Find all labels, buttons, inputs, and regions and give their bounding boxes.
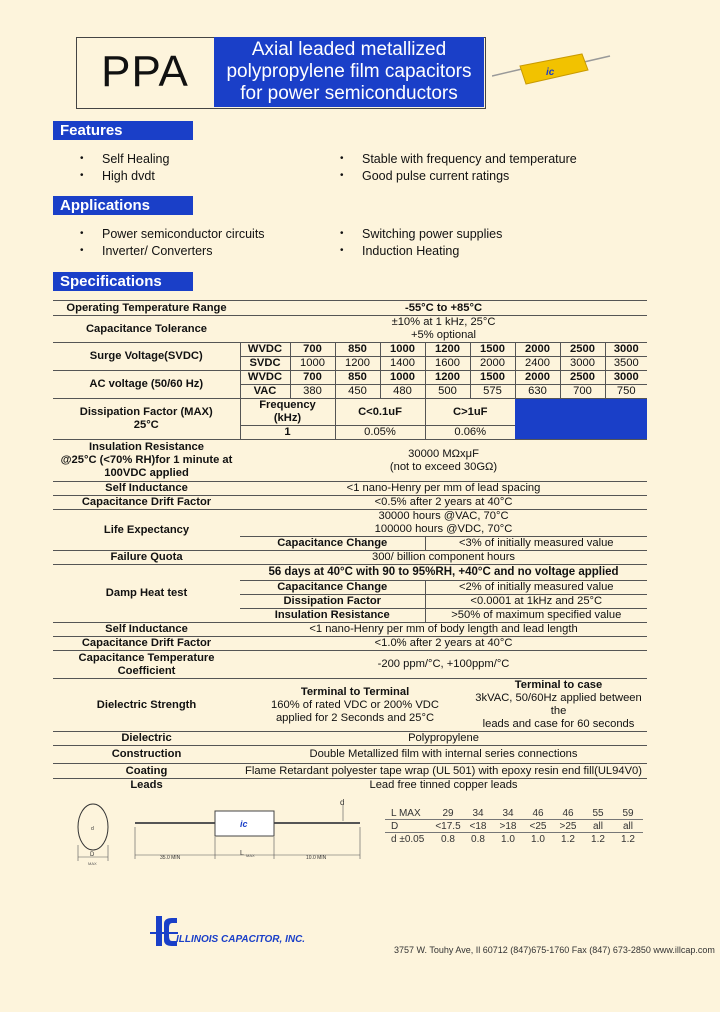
surge-svdc-head: SVDC xyxy=(240,357,290,371)
table-cell: 630 xyxy=(515,385,560,399)
features-heading: Features xyxy=(53,121,193,140)
table-cell: >25 xyxy=(553,820,583,833)
title-line-1: Axial leaded metallized xyxy=(251,39,447,60)
table-row xyxy=(53,301,647,316)
damp-r1-label: Capacitance Change xyxy=(240,581,425,595)
table-cell: 3500 xyxy=(605,357,647,371)
table-cell: 750 xyxy=(605,385,647,399)
list-item: • Induction Heating xyxy=(338,243,502,260)
capacitor-photo-icon xyxy=(492,52,612,92)
table-cell: 700 xyxy=(290,371,335,385)
table-cell: <25 xyxy=(523,820,553,833)
damp-r3-label: Insulation Resistance xyxy=(240,609,425,623)
table-row xyxy=(53,764,647,779)
table-cell: 1.2 xyxy=(553,833,583,846)
dim-row-head: L MAX xyxy=(391,807,421,819)
title-line-2: polypropylene film capacitors xyxy=(226,61,472,82)
list-item: • Self Healing xyxy=(78,151,169,168)
table-row xyxy=(53,623,647,637)
table-cell: all xyxy=(583,820,613,833)
table-row xyxy=(385,807,643,820)
insulation-value-1: 30000 MΩxμF xyxy=(408,447,479,460)
dielectric-value: Polypropylene xyxy=(240,732,647,746)
table-cell: 1200 xyxy=(425,371,470,385)
list-item: • Power semiconductor circuits xyxy=(78,226,265,243)
table-cell: 1.0 xyxy=(523,833,553,846)
specifications-heading: Specifications xyxy=(53,272,193,291)
company-address: 3757 W. Touhy Ave, Il 60712 (847)675-1760 Fax (847) 673-2850 www.illcap.com xyxy=(394,945,715,955)
lead-left-length: 35.0 MIN xyxy=(160,855,181,861)
cap-tol-value-2: +5% optional xyxy=(411,329,477,341)
ac-vac-head: VAC xyxy=(240,385,290,399)
drift-2-label: Capacitance Drift Factor xyxy=(53,637,240,651)
table-cell: <18 xyxy=(463,820,493,833)
self-inductance-2-label: Self Inductance xyxy=(53,623,240,637)
df-frequency-head xyxy=(240,399,335,426)
table-cell: 46 xyxy=(562,807,574,819)
table-cell: 2000 xyxy=(515,371,560,385)
surge-label: Surge Voltage(SVDC) xyxy=(53,343,240,371)
ac-wvdc-head: WVDC xyxy=(240,371,290,385)
table-row xyxy=(53,343,647,357)
table-cell: 46 xyxy=(532,807,544,819)
op-temp-label: Operating Temperature Range xyxy=(53,301,240,316)
dim-D-label: D xyxy=(90,852,95,858)
table-cell: 59 xyxy=(622,807,634,819)
list-item: • Stable with frequency and temperature xyxy=(338,151,577,168)
table-cell: 1000 xyxy=(290,357,335,371)
applications-heading: Applications xyxy=(53,196,193,215)
table-cell: 2500 xyxy=(560,371,605,385)
product-code: PPA xyxy=(101,47,189,96)
cap-tol-value-1: ±10% at 1 kHz, 25°C xyxy=(240,316,647,330)
body-length-sub: MAX xyxy=(246,853,255,858)
damp-heat-label: Damp Heat test xyxy=(53,565,240,623)
table-cell: 1200 xyxy=(425,343,470,357)
table-row xyxy=(53,316,647,330)
self-inductance-label: Self Inductance xyxy=(53,482,240,496)
df-frequency-head-1: Frequency xyxy=(259,399,316,411)
op-temp-value: -55°C to +85°C xyxy=(240,301,647,316)
table-row xyxy=(53,399,647,426)
table-cell: 575 xyxy=(470,385,515,399)
table-cell: 1000 xyxy=(380,371,425,385)
table-cell: 1.2 xyxy=(613,833,643,846)
table-cell: 480 xyxy=(380,385,425,399)
dimension-drawing xyxy=(60,795,380,875)
life-value-2: 100000 hours @VDC, 70°C xyxy=(374,523,513,535)
damp-r2-label: Dissipation Factor xyxy=(240,595,425,609)
tc-head: Terminal to case xyxy=(514,679,603,691)
table-cell: 1600 xyxy=(425,357,470,371)
table-row xyxy=(385,833,643,846)
terminal-to-terminal xyxy=(240,679,470,732)
df-blank-blue-block xyxy=(515,399,647,440)
life-cap-change-label: Capacitance Change xyxy=(240,537,425,551)
dim-D-sub: MAX xyxy=(88,861,97,866)
tc-line-2: leads and case for 60 seconds xyxy=(482,718,635,730)
self-inductance-value: <1 nano-Henry per mm of lead spacing xyxy=(240,482,647,496)
table-row xyxy=(385,820,643,833)
title-line-3: for power semiconductors xyxy=(240,83,458,104)
table-cell: 3000 xyxy=(605,371,647,385)
df-c1-head: C<0.1uF xyxy=(335,399,425,426)
table-cell: 0.8 xyxy=(433,833,463,846)
tt-line-2: applied for 2 Seconds and 25°C xyxy=(275,711,435,724)
table-cell: 700 xyxy=(290,343,335,357)
table-row xyxy=(53,510,647,524)
table-cell: 700 xyxy=(560,385,605,399)
tt-head: Terminal to Terminal xyxy=(300,685,410,698)
terminal-to-case xyxy=(470,679,647,732)
insulation-label-3: 100VDC applied xyxy=(104,467,189,479)
table-cell: 0.8 xyxy=(463,833,493,846)
df-label xyxy=(53,399,240,440)
cap-tol-label: Capacitance Tolerance xyxy=(53,316,240,343)
capacitor-logo-text: ic xyxy=(546,67,555,78)
construction-value: Double Metallized film with internal series connections xyxy=(240,746,647,764)
tc-line-1: 3kVAC, 50/60Hz applied between the xyxy=(475,692,642,717)
df-frequency-value: 1 xyxy=(240,426,335,440)
drift-2-value: <1.0% after 2 years at 40°C xyxy=(240,637,647,651)
list-item: • High dvdt xyxy=(78,168,169,185)
table-row xyxy=(53,651,647,679)
damp-r1-value: <2% of initially measured value xyxy=(425,581,647,595)
list-item: • Switching power supplies xyxy=(338,226,502,243)
tempco-label xyxy=(53,651,240,679)
lead-d-label: d xyxy=(340,798,345,807)
table-cell: 2000 xyxy=(515,343,560,357)
drift-value: <0.5% after 2 years at 40°C xyxy=(240,496,647,510)
table-cell: 34 xyxy=(472,807,484,819)
table-cell: 1.2 xyxy=(583,833,613,846)
tempco-label-1: Capacitance Temperature xyxy=(78,651,215,664)
df-label-line-2: 25°C xyxy=(133,419,159,431)
dielectric-label: Dielectric xyxy=(53,732,240,746)
table-row xyxy=(53,482,647,496)
table-row xyxy=(53,565,647,581)
table-cell: all xyxy=(613,820,643,833)
table-row xyxy=(53,746,647,764)
surge-wvdc-head: WVDC xyxy=(240,343,290,357)
table-cell: <17.5 xyxy=(433,820,463,833)
table-cell: >18 xyxy=(493,820,523,833)
table-row xyxy=(53,732,647,746)
applications-left-list xyxy=(78,226,265,259)
lead-right-length: 10.0 MIN xyxy=(306,855,327,861)
dimension-table xyxy=(385,807,643,845)
table-cell: 2500 xyxy=(560,343,605,357)
df-frequency-head-2: (kHz) xyxy=(273,412,302,424)
body-logo: ic xyxy=(240,819,248,829)
life-value-1: 30000 hours @VAC, 70°C xyxy=(240,510,647,524)
dim-row-head: d ±0.05 xyxy=(385,833,433,846)
table-cell: 2400 xyxy=(515,357,560,371)
insulation-value-2: (not to exceed 30GΩ) xyxy=(389,460,498,473)
table-cell: 29 xyxy=(442,807,454,819)
table-row xyxy=(53,551,647,565)
leads-value: Lead free tinned copper leads xyxy=(240,779,647,793)
life-cap-change-value: <3% of initially measured value xyxy=(425,537,647,551)
tempco-label-2: Coefficient xyxy=(117,664,176,677)
table-cell: 450 xyxy=(335,385,380,399)
table-cell: 3000 xyxy=(560,357,605,371)
table-cell: 1400 xyxy=(380,357,425,371)
list-item: • Good pulse current ratings xyxy=(338,168,577,185)
failure-quota-label: Failure Quota xyxy=(53,551,240,565)
failure-quota-value: 300/ billion component hours xyxy=(240,551,647,565)
table-cell: 850 xyxy=(335,371,380,385)
end-view-d-label: d xyxy=(91,826,94,832)
table-cell: 34 xyxy=(502,807,514,819)
tt-line-1: 160% of rated VDC or 200% VDC xyxy=(271,698,439,711)
table-cell: 500 xyxy=(425,385,470,399)
df-c2-value: 0.06% xyxy=(425,426,515,440)
table-row xyxy=(53,679,647,732)
insulation-label xyxy=(53,440,240,482)
company-name: ILLINOIS CAPACITOR, INC. xyxy=(176,934,306,945)
list-item: • Inverter/ Converters xyxy=(78,243,265,260)
damp-r2-value: <0.0001 at 1kHz and 25°C xyxy=(425,595,647,609)
life-label: Life Expectancy xyxy=(53,510,240,551)
self-inductance-2-value: <1 nano-Henry per mm of body length and lead length xyxy=(240,623,647,637)
table-row xyxy=(53,496,647,510)
tempco-value: -200 ppm/°C, +100ppm/°C xyxy=(240,651,647,679)
table-cell: 3000 xyxy=(605,343,647,357)
table-cell: 380 xyxy=(290,385,335,399)
table-row xyxy=(53,371,647,385)
features-left-list xyxy=(78,151,169,184)
table-cell: 1000 xyxy=(380,343,425,357)
damp-r3-value: >50% of maximum specified value xyxy=(425,609,647,623)
table-cell: 1.0 xyxy=(493,833,523,846)
damp-heat-head: 56 days at 40°C with 90 to 95%RH, +40°C and no voltage applied xyxy=(240,565,647,581)
leads-label: Leads xyxy=(53,779,240,793)
insulation-label-1: Insulation Resistance xyxy=(88,441,205,453)
df-c2-head: C>1uF xyxy=(425,399,515,426)
table-row xyxy=(53,637,647,651)
applications-right-list xyxy=(338,226,502,259)
table-cell: 850 xyxy=(335,343,380,357)
table-cell: 1500 xyxy=(470,343,515,357)
specifications-table xyxy=(53,300,647,793)
table-cell: 1500 xyxy=(470,371,515,385)
table-cell: 1200 xyxy=(335,357,380,371)
df-c1-value: 0.05% xyxy=(335,426,425,440)
ac-label: AC voltage (50/60 Hz) xyxy=(53,371,240,399)
drift-label: Capacitance Drift Factor xyxy=(53,496,240,510)
table-row xyxy=(53,779,647,793)
table-cell: 55 xyxy=(592,807,604,819)
coating-value: Flame Retardant polyester tape wrap (UL 501) with epoxy resin end fill(UL94V0) xyxy=(240,764,647,779)
coating-label: Coating xyxy=(53,764,240,779)
dielectric-strength-label: Dielectric Strength xyxy=(53,679,240,732)
table-cell: 2000 xyxy=(470,357,515,371)
df-label-line-1: Dissipation Factor (MAX) xyxy=(79,406,213,418)
insulation-value xyxy=(240,440,647,482)
body-length-label: L xyxy=(240,850,244,857)
company-logo-icon xyxy=(150,914,178,950)
construction-label: Construction xyxy=(53,746,240,764)
features-right-list xyxy=(338,151,577,184)
product-title xyxy=(214,37,484,107)
insulation-label-2: @25°C (<70% RH)for 1 minute at xyxy=(60,454,233,466)
table-row xyxy=(53,440,647,482)
dim-row-head: D xyxy=(385,820,433,833)
